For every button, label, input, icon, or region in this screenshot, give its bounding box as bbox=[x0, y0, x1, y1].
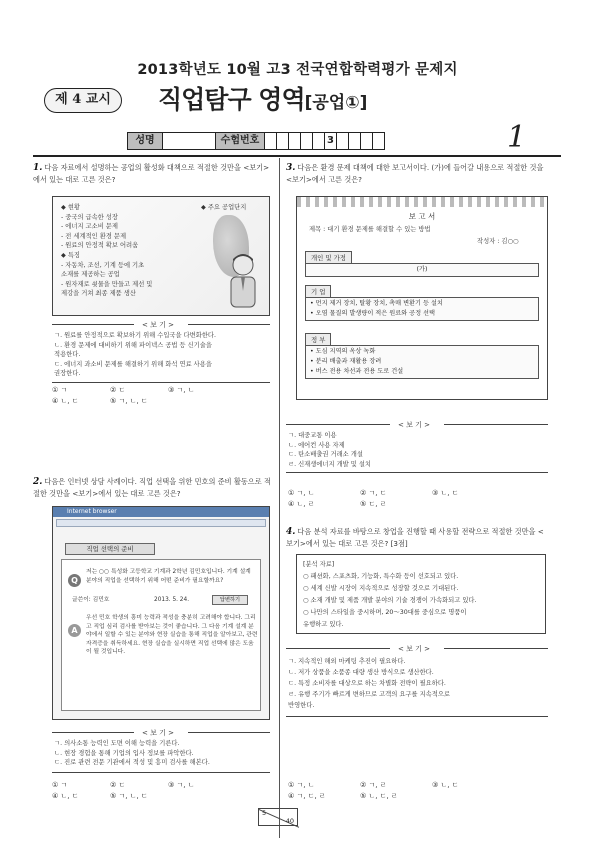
browser-title: Internet browser bbox=[67, 508, 117, 515]
student-illustration bbox=[221, 251, 265, 313]
report-title: 보 고 서 bbox=[408, 212, 436, 221]
name-exam-number-row bbox=[128, 132, 385, 150]
analysis-item: ○ 나만의 스타일을 중시하며, 20～30대를 중심으로 명품이 bbox=[303, 609, 467, 616]
bogi-item: ㄱ. 의사소통 능력인 도면 이해 능력을 기른다. bbox=[54, 740, 180, 747]
q2-option-1[interactable]: ① ㄱ bbox=[52, 781, 68, 789]
post-area bbox=[61, 559, 261, 711]
bogi-item: ㄴ. 환경 문제에 대비하기 위해 파이넥스 공법 등 신기술을 bbox=[54, 341, 212, 349]
bogi-rule bbox=[188, 732, 270, 733]
figure-line: - 전 세계적인 환경 문제 bbox=[61, 232, 127, 240]
answer-icon: A bbox=[68, 624, 81, 637]
figure-line: - 자동차, 조선, 기계 등에 기초 bbox=[61, 261, 145, 269]
q3-option-1[interactable]: ① ㄱ, ㄴ bbox=[288, 489, 315, 497]
q1-options bbox=[52, 385, 272, 407]
q4-number: 4. bbox=[286, 527, 296, 537]
q1-option-2[interactable]: ② ㄷ bbox=[110, 386, 126, 394]
figure-line: ◆ 현황 bbox=[61, 204, 81, 211]
bogi-bottom-rule bbox=[52, 382, 270, 383]
bogi-rule bbox=[52, 324, 134, 325]
company-item: • 오염 물질의 발생량이 적은 원료와 공정 선택 bbox=[310, 310, 436, 317]
bogi-item: 적용한다. bbox=[54, 351, 81, 359]
report-binding bbox=[297, 197, 547, 207]
gov-item: • 분리 배출과 재활용 장려 bbox=[310, 358, 382, 365]
q3-bogi-title: < 보 기 > bbox=[394, 420, 434, 430]
board-title: 직업 선택의 준비 bbox=[65, 543, 155, 555]
map-label: ◆ 주요 공업단지 bbox=[201, 204, 247, 211]
post-writer: 글쓴이: 김민호 bbox=[72, 597, 110, 603]
column-divider bbox=[279, 158, 280, 838]
q2-bogi-box bbox=[52, 728, 270, 774]
bogi-item: 권장한다. bbox=[54, 370, 81, 378]
bogi-item: ㄴ. 저가 상품을 소품종 대량 생산 방식으로 생산한다. bbox=[288, 669, 434, 676]
q3-bogi-list bbox=[288, 431, 546, 469]
q2-options bbox=[52, 780, 272, 802]
q1-option-5[interactable]: ⑤ ㄱ, ㄴ, ㄷ bbox=[110, 397, 148, 405]
bogi-bottom-rule bbox=[286, 472, 548, 473]
figure-line: 소재를 제공하는 공업 bbox=[61, 271, 120, 279]
bogi-bottom-rule bbox=[286, 716, 548, 717]
personal-blank: (가) bbox=[305, 263, 539, 277]
q3-text: 다음은 환경 문제 대책에 대한 보고서이다. (가)에 들어갈 내용으로 적절한 것을 <보기>에서 고른 것은? bbox=[286, 163, 544, 184]
bogi-rule bbox=[444, 648, 548, 649]
exam-number-cell[interactable] bbox=[372, 132, 385, 150]
bogi-item: ㄱ. 지속적인 해외 마케팅 추진이 필요하다. bbox=[288, 658, 406, 665]
bogi-rule bbox=[286, 424, 390, 425]
company-box bbox=[305, 297, 539, 321]
q4-bogi-list bbox=[288, 656, 546, 711]
post-date: 2013. 5. 24. bbox=[154, 597, 190, 603]
q3-option-5[interactable]: ⑤ ㄷ, ㄹ bbox=[360, 500, 387, 508]
bogi-item: ㄱ. 대중교통 이용 bbox=[288, 432, 337, 439]
gov-item: • 버스 전용 차선과 전용 도로 건설 bbox=[310, 368, 404, 375]
exam-number-digit[interactable]: 3 bbox=[324, 132, 337, 150]
figure-line: ◆ 특징 bbox=[61, 251, 81, 259]
bogi-rule bbox=[52, 732, 134, 733]
q2-option-5[interactable]: ⑤ ㄱ, ㄴ, ㄷ bbox=[110, 792, 148, 800]
page-current: 5 bbox=[262, 809, 267, 817]
browser-address-bar[interactable] bbox=[56, 519, 266, 527]
subject-sub: [공업①] bbox=[304, 93, 368, 113]
question-icon: Q bbox=[68, 574, 81, 587]
bogi-rule bbox=[188, 324, 270, 325]
bogi-item: ㄱ. 원료를 안정적으로 확보하기 위해 수입국을 다변화한다. bbox=[54, 332, 216, 339]
gov-box bbox=[305, 345, 539, 379]
q2-bogi-title: < 보 기 > bbox=[138, 728, 178, 738]
q4-options bbox=[288, 780, 528, 802]
question-text: 저는 ○○ 특성화 고등학교 기계과 2학년 김민호입니다. 기계 설계 분야의 직업을 선택하기 위해 어떤 준비가 필요할까요? bbox=[86, 569, 251, 584]
q1-bogi-title: < 보 기 > bbox=[138, 320, 178, 330]
browser-window bbox=[52, 506, 270, 720]
q1-figure bbox=[52, 196, 270, 316]
subject-name: 직업탐구 영역 bbox=[158, 85, 305, 114]
report-author: 작성자 : 김○○ bbox=[477, 238, 519, 245]
bogi-rule bbox=[444, 424, 548, 425]
bogi-item: 반영한다. bbox=[288, 702, 315, 709]
bogi-item: ㄴ. 현장 경험을 통해 기업의 입사 정보를 파악한다. bbox=[54, 749, 194, 757]
q1-bogi-list bbox=[54, 331, 270, 379]
analysis-item: 유행하고 있다. bbox=[303, 621, 344, 628]
q1-option-4[interactable]: ④ ㄴ, ㄷ bbox=[52, 397, 79, 405]
q3-stem bbox=[286, 162, 550, 186]
bogi-item: ㄷ. 특정 소비자를 대상으로 하는 차별화 전략이 필요하다. bbox=[288, 680, 446, 687]
analysis-item: ○ 소재 개발 및 제품 개발 분야의 기술 경쟁이 가속화되고 있다. bbox=[303, 597, 477, 604]
q4-analysis-content bbox=[303, 559, 543, 631]
q2-bogi-list bbox=[54, 739, 270, 768]
q2-number: 2. bbox=[33, 477, 43, 487]
q4-option-2[interactable]: ② ㄱ, ㄹ bbox=[360, 781, 387, 789]
bogi-item: ㄷ. 진로 관련 전문 기관에서 적성 및 흥미 검사를 해본다. bbox=[54, 759, 210, 767]
browser-titlebar bbox=[53, 507, 269, 517]
q4-bogi-title: < 보 기 > bbox=[394, 644, 434, 654]
analysis-title: [분석 자료] bbox=[303, 561, 335, 568]
figure-line: - 원료의 안정적 확보 어려움 bbox=[61, 242, 139, 250]
bogi-item: ㄴ. 에어컨 사용 자제 bbox=[288, 441, 345, 449]
q3-option-4[interactable]: ④ ㄴ, ㄹ bbox=[288, 500, 315, 508]
gov-item: • 도심 지역의 옥상 녹화 bbox=[310, 348, 376, 355]
q4-stem bbox=[286, 526, 550, 550]
report-subject: 제목 : 대기 환경 문제를 해결할 수 있는 방법 bbox=[309, 226, 431, 233]
personal-tag: 개인 및 가정 bbox=[305, 251, 352, 264]
q3-report bbox=[296, 196, 548, 400]
q1-text: 다음 자료에서 설명하는 공업의 활성화 대책으로 적절한 것만을 <보기>에서 있는 대로 고른 것은? bbox=[33, 163, 270, 184]
q1-figure-text bbox=[61, 203, 191, 299]
figure-line: - 중국의 급속한 성장 bbox=[61, 213, 118, 221]
q2-stem bbox=[33, 476, 273, 500]
name-label: 성명 bbox=[127, 132, 163, 150]
q4-option-3[interactable]: ③ ㄴ, ㄷ bbox=[432, 781, 459, 789]
period-badge: 제 4 교시 bbox=[44, 88, 122, 113]
header-rule bbox=[33, 155, 561, 157]
q2-text: 다음은 인터넷 상담 사례이다. 직업 선택을 위한 민호의 준비 활동으로 적절한 것만을 <보기>에서 있는 대로 고른 것은? bbox=[33, 477, 271, 498]
q3-option-3[interactable]: ③ ㄴ, ㄷ bbox=[432, 489, 459, 497]
q1-stem bbox=[33, 162, 273, 186]
analysis-item: ○ 세계 신발 시장이 지속적으로 성장할 것으로 기대된다. bbox=[303, 585, 459, 592]
bogi-bottom-rule bbox=[52, 772, 270, 773]
q3-option-2[interactable]: ② ㄱ, ㄷ bbox=[360, 489, 387, 497]
company-item: • 먼지 제거 장치, 탈황 장치, 촉매 변환기 등 설치 bbox=[310, 300, 443, 307]
answer-text: 우선 민호 학생의 흥미 능력과 적성을 충분히 고려해야 합니다. 그리고 직업 심리 검사를 받아보는 것이 좋습니다. 그 다음 기계 설계 분야에서 일할 수 있는 분야와 현장 실습을 통해 직업을 알아보고, 관련 자격증을 취득하세요. 현장 실습을 실시하면 직업 선택에 많은 도움이 될 것입니다. bbox=[86, 615, 258, 656]
q4-analysis-box bbox=[296, 554, 546, 634]
q4-option-4[interactable]: ④ ㄱ, ㄷ, ㄹ bbox=[288, 792, 326, 800]
q4-bogi-box bbox=[286, 644, 548, 722]
figure-line: - 에너지 고소비 문제 bbox=[61, 223, 118, 231]
page-number: 1 bbox=[507, 120, 527, 155]
company-tag: 기 업 bbox=[305, 285, 331, 298]
q2-option-3[interactable]: ③ ㄱ, ㄴ bbox=[168, 781, 195, 789]
q2-option-2[interactable]: ② ㄷ bbox=[110, 781, 126, 789]
bogi-item: ㄷ. 탄소배출권 거래소 개설 bbox=[288, 451, 363, 459]
q3-bogi-box bbox=[286, 420, 548, 480]
q4-option-1[interactable]: ① ㄱ, ㄴ bbox=[288, 781, 315, 789]
q1-bogi-box bbox=[52, 320, 270, 440]
page-total: 40 bbox=[285, 817, 294, 825]
q1-number: 1. bbox=[33, 163, 43, 173]
q4-text: 다음 분석 자료를 바탕으로 창업을 진행할 때 사용할 전략으로 적절한 것만을 <보기>에서 있는 대로 고른 것은? [3점] bbox=[286, 527, 544, 548]
figure-line: 제강을 거쳐 최종 제품 생산 bbox=[61, 290, 136, 298]
bogi-item: ㄷ. 에너지 과소비 문제를 해결하기 위해 화석 연료 사용을 bbox=[54, 360, 212, 368]
bogi-item: ㄹ. 신재생에너지 개발 및 설치 bbox=[288, 460, 372, 468]
bogi-item: ㄹ. 유행 주기가 빠르게 변하므로 고객의 요구를 지속적으로 bbox=[288, 691, 450, 698]
analysis-item: ○ 패션화, 스포츠화, 기능화, 특수화 등이 선호되고 있다. bbox=[303, 573, 459, 580]
q4-option-5[interactable]: ⑤ ㄴ, ㄷ, ㄹ bbox=[360, 792, 398, 800]
name-field[interactable] bbox=[162, 132, 216, 150]
page-counter bbox=[258, 808, 298, 826]
exam-title: 2013학년도 10월 고3 전국연합학력평가 문제지 bbox=[137, 62, 458, 78]
q3-options bbox=[288, 488, 528, 510]
answer-button[interactable]: 답변하기 bbox=[212, 595, 248, 605]
exam-number-label: 수험번호 bbox=[215, 132, 265, 150]
q1-option-1[interactable]: ① ㄱ bbox=[52, 386, 68, 394]
gov-tag: 정 부 bbox=[305, 333, 331, 346]
q1-option-3[interactable]: ③ ㄱ, ㄴ bbox=[168, 386, 195, 394]
subject-title bbox=[158, 80, 367, 116]
q3-number: 3. bbox=[286, 163, 296, 173]
bogi-rule bbox=[286, 648, 390, 649]
figure-line: - 원자재로 쇳물을 만들고 제선 및 bbox=[61, 280, 153, 288]
q2-option-4[interactable]: ④ ㄴ, ㄷ bbox=[52, 792, 79, 800]
